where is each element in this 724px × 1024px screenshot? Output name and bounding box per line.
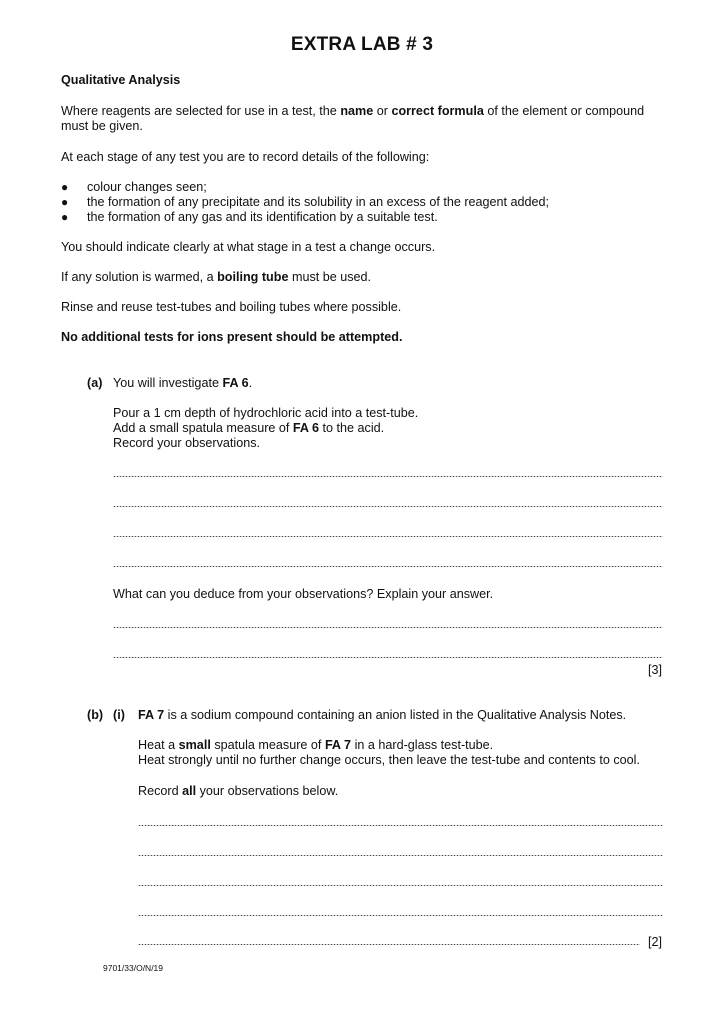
part-b-instruction-3: Record all your observations below. (138, 784, 339, 798)
answer-line[interactable] (138, 915, 663, 916)
answer-line[interactable] (113, 476, 663, 477)
answer-line[interactable] (113, 627, 663, 628)
part-b-sublabel: (i) (113, 708, 125, 722)
answer-line[interactable] (113, 506, 663, 507)
part-a-intro: You will investigate FA 6. (113, 376, 253, 390)
intro-paragraph-2: At each stage of any test you are to record details of the following: (61, 150, 430, 164)
part-a-instruction-3: Record your observations. (113, 436, 260, 450)
answer-line[interactable] (113, 536, 663, 537)
part-b-intro: FA 7 is a sodium compound containing an anion listed in the Qualitative Analysis Notes. (138, 708, 627, 722)
part-b-label: (b) (87, 708, 104, 722)
footer-code: 9701/33/O/N/19 (103, 963, 164, 973)
intro-paragraph-1: Where reagents are selected for use in a test, the name or correct formula of the element or compound (61, 104, 645, 118)
answer-line[interactable] (138, 885, 663, 886)
part-b-marks: [2] (648, 935, 663, 949)
bullet-item: the formation of any precipitate and its solubility in an excess of the reagent added; (87, 195, 550, 209)
page-title: EXTRA LAB # 3 (290, 34, 434, 55)
intro-paragraph-5: Rinse and reuse test-tubes and boiling tubes where possible. (61, 300, 402, 314)
part-a-label: (a) (87, 376, 103, 390)
part-a-question: What can you deduce from your observations? Explain your answer. (113, 587, 494, 601)
part-a-instruction-1: Pour a 1 cm depth of hydrochloric acid into a test-tube. (113, 406, 419, 420)
intro-paragraph-1-line-2: must be given. (61, 119, 143, 133)
intro-paragraph-3: You should indicate clearly at what stage in a test a change occurs. (61, 240, 436, 254)
answer-line[interactable] (138, 855, 663, 856)
intro-paragraph-6: No additional tests for ions present should be attempted. (61, 330, 403, 344)
bullet-icon: ● (61, 180, 69, 194)
part-b-instruction-2: Heat strongly until no further change occurs, then leave the test-tube and contents to cool. (138, 753, 640, 767)
answer-line[interactable] (138, 944, 640, 945)
part-b-instruction-1: Heat a small spatula measure of FA 7 in a hard-glass test-tube. (138, 738, 494, 752)
answer-line[interactable] (113, 657, 663, 658)
part-a-instruction-2: Add a small spatula measure of FA 6 to the acid. (113, 421, 385, 435)
answer-line[interactable] (138, 825, 663, 826)
bullet-icon: ● (61, 210, 69, 224)
intro-paragraph-4: If any solution is warmed, a boiling tube must be used. (61, 270, 372, 284)
part-a-marks: [3] (648, 663, 663, 677)
bullet-icon: ● (61, 195, 69, 209)
bullet-item: colour changes seen; (87, 180, 207, 194)
answer-line[interactable] (113, 566, 663, 567)
bullet-item: the formation of any gas and its identification by a suitable test. (87, 210, 438, 224)
section-heading: Qualitative Analysis (61, 73, 181, 87)
